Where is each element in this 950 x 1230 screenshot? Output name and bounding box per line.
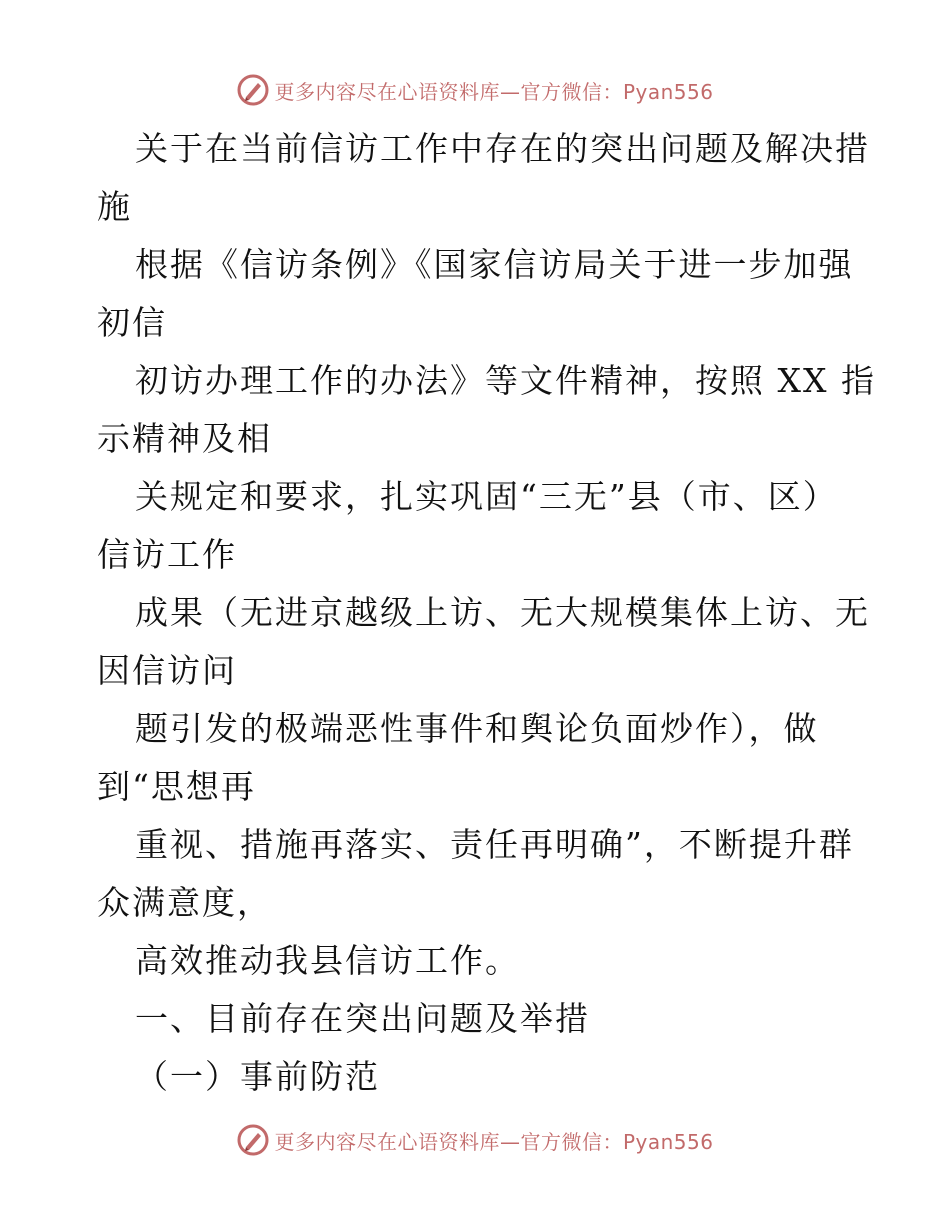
footer-watermark-banner	[0, 1120, 950, 1160]
pen-logo-icon	[236, 1123, 270, 1157]
pen-logo-icon	[236, 73, 270, 107]
paragraph-line: 到“思想再	[97, 767, 256, 806]
paragraph-line: 关规定和要求，扎实巩固“三无”县（市、区）	[135, 477, 838, 516]
paragraph-line: 题引发的极端恶性事件和舆论负面炒作），做	[135, 709, 819, 748]
footer-watermark-text: 更多内容尽在心语资料库—官方微信：Pyan556	[274, 1129, 714, 1154]
paragraph-line: 高效推动我县信访工作。	[135, 941, 520, 980]
header-watermark-text: 更多内容尽在心语资料库—官方微信：Pyan556	[274, 79, 714, 104]
paragraph-line: 初信	[97, 303, 167, 342]
section-heading: 一、目前存在突出问题及举措	[135, 999, 590, 1038]
header-watermark-banner	[0, 70, 950, 110]
paragraph-line: 信访工作	[97, 535, 237, 574]
paragraph-line: 初访办理工作的办法》等文件精神，按照 XX 指	[135, 361, 876, 400]
title-line-2: 施	[97, 187, 132, 226]
paragraph-line: 重视、措施再落实、责任再明确”，不断提升群	[135, 825, 854, 864]
paragraph-line: 示精神及相	[97, 419, 272, 458]
title-line-1: 关于在当前信访工作中存在的突出问题及解决措	[135, 129, 870, 168]
paragraph-line: 根据《信访条例》《国家信访局关于进一步加强	[135, 245, 854, 284]
subsection-heading: （一）事前防范	[135, 1057, 380, 1096]
document-body	[97, 120, 876, 1106]
paragraph-line: 成果（无进京越级上访、无大规模集体上访、无	[135, 593, 870, 632]
paragraph-line: 因信访问	[97, 651, 237, 690]
paragraph-line: 众满意度，	[97, 883, 272, 922]
